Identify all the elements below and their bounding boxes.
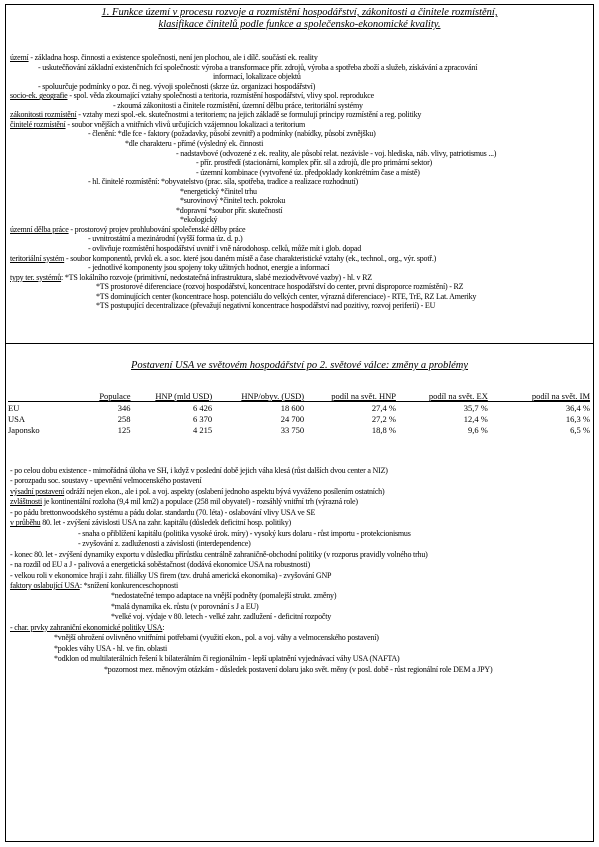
text-line: [78, 539, 251, 549]
text-line: [176, 206, 282, 216]
term-label: výsadní postavení: [10, 486, 65, 496]
text-line: [88, 177, 358, 187]
table-header-cell: podíl na svět. HNP: [331, 390, 396, 401]
text-line: [54, 654, 400, 664]
line-text: *energetický *činitel trhu: [180, 186, 257, 196]
term-label: faktory oslabující USA: [10, 580, 80, 590]
text-line: [78, 529, 411, 539]
line-text: : *snížení konkurenceschopnosti: [79, 580, 179, 590]
text-line: [38, 82, 315, 92]
table-cell: 9,6 %: [468, 424, 488, 435]
line-text: - základna hosp. činnosti a existence společnosti, není jen plochou, ale i dílč. součástí ek. reality: [28, 53, 318, 62]
table-header-cell: podíl na svět. EX: [428, 390, 488, 401]
table-header-cell: Populace: [99, 390, 131, 401]
line-text: - snaha o přiblížení kapitálu (politika vysoké úrok. míry) - vysoký kurs dolaru - růst importu - protekcionismus: [78, 528, 411, 538]
line-text: - zkoumá zákonitosti a činitele rozmístění, územní dělbu práce, teritoriální systémy: [113, 100, 363, 110]
section-title-1: 1. Funkce území v procesu rozvoje a rozmístění hospodářství, zákonitosti a činitele rozmístění,: [101, 7, 498, 18]
term-label: územní dělba práce: [10, 224, 69, 234]
section-title-1-cont: klasifikace činitelů podle funkce a společensko-ekonomické kvality.: [158, 19, 441, 30]
term-label: v průběhu: [10, 518, 41, 528]
table-cell: 6,5 %: [570, 424, 590, 435]
text-line: [10, 550, 428, 560]
table-cell: 35,7 %: [463, 402, 488, 413]
text-line: [113, 101, 363, 111]
text-line: [10, 466, 388, 476]
table-cell: 24 700: [280, 413, 305, 424]
text-line: [10, 225, 245, 235]
text-line: [176, 149, 496, 159]
text-line: [10, 581, 178, 591]
table-cell: 16,3 %: [565, 413, 590, 424]
text-line: [180, 196, 285, 206]
term-label: typy ter. systémů: [10, 272, 62, 282]
line-text: *odklon od multilaterálních řešení k bilaterálním či regionálním - lepší uplatnění vyjednávací váhy USA (NAFTA): [54, 654, 400, 664]
table-cell: 4 215: [193, 424, 213, 435]
text-line: [180, 187, 257, 197]
table-row: [8, 424, 590, 435]
table-row: [8, 402, 590, 414]
line-text: *surovinový *činitel tech. pokroku: [180, 196, 286, 206]
line-text: *pozornost mez. měnovým otázkám - důsledek postavení dolaru jako svět. měny (v posl. době - růst regionální role DEM a JPY): [104, 664, 493, 674]
table-cell: 18 600: [280, 402, 305, 413]
text-line: [54, 633, 379, 643]
text-line: [10, 487, 384, 497]
line-text: - vztahy mezi spol.-ek. skutečnostmi a teritoriem; na jejich základě se formulují principy rozmístění a reg. politiky: [76, 110, 422, 120]
line-text: odráží nejen ekon., ale i pol. a voj. aspekty (oslabení jednoho aspektu bývá vyváženo posílením ostatních): [64, 486, 385, 496]
table-cell: 33 750: [280, 424, 305, 435]
line-text: - uvnitrostátní a mezinárodní (vyšší forma úz. d. p.): [88, 234, 243, 244]
line-text: - územní kombinace (vytvořené úz. předpoklady konkrétním čase a místě): [196, 167, 420, 177]
text-line: [10, 497, 358, 507]
table-cell: 6 370: [193, 413, 213, 424]
line-text: - velkou roli v ekonomice hrají i zahr. filiálky US firem (tzv. druhá americká ekonomika) - zvyšování GNP: [10, 570, 332, 580]
line-text: - po celou dobu existence - mimořádná úloha ve SH, i když v poslední době jejich váha klesá (růst dalších dvou center a NIZ): [10, 466, 388, 475]
text-line: [10, 254, 436, 264]
text-line: [10, 110, 421, 120]
term-label: území: [10, 53, 29, 62]
table-cell: 6 426: [193, 402, 213, 413]
term-label: zákonitosti rozmístění: [10, 110, 77, 120]
line-text: - po pádu brettonwoodského systému a pádu dolar. standardu (70. léta) - oslabování vlivy USA ve SE: [10, 507, 316, 517]
line-text: - spoluurčuje podmínky o poz. či neg. vývoji společnosti (skrze úz. organizaci hospodářství): [38, 81, 316, 91]
table-header-cell: HNP/obyv. (USD): [241, 390, 305, 401]
table-header-cell: [8, 390, 69, 402]
text-line: [10, 560, 310, 570]
text-line: [10, 273, 372, 283]
line-text: informací, lokalizace objektů: [213, 72, 301, 82]
text-line: [196, 158, 432, 168]
term-label: socio-ek. geografie: [10, 91, 68, 101]
line-text: - soubor komponentů, prvků ek. a soc. které jsou daném místě a čase charakteristické vztahy (ek., technol., org., výr. spotř.): [64, 253, 437, 263]
line-text: *vnější ohrožení ovlivněno vnitřními potřebami (využití ekon., pol. a voj. váhy a velmocenského postavení): [54, 633, 379, 643]
text-line: [125, 139, 263, 149]
text-line: [10, 53, 318, 63]
line-text: *TS postupující decentralizace (převažují negativní koncentrace hospodářství nad pozitivy, rozvoj periferií) - EU: [96, 301, 436, 311]
line-text: - soubor vnějších a vnitřních vlivů určujících vzájemnou lokalizaci a teritorium: [65, 119, 306, 129]
text-line: [10, 508, 315, 518]
line-text: - uskutečňování základní existenčních fcí společnosti: výroba a transformace přír. zdrojů, výroba a spotřeba zboží a služeb, získávání a zpracování: [38, 62, 478, 72]
term-label: zvláštnosti: [10, 497, 43, 507]
text-line: [88, 244, 361, 254]
text-line: [96, 282, 463, 292]
text-line: [10, 623, 164, 633]
line-text: - spol. věda zkoumající vztahy společnosti a teritoria, rozmístění hospodářství, vlivy spol. reprodukce: [67, 91, 374, 101]
line-text: - prostorový projev prohlubování společenské dělby práce: [68, 224, 246, 234]
line-text: - přír. prostředí (stacionární, komplex přír. sil a zdrojů, dle pro primární sektor): [196, 158, 433, 168]
text-line: [111, 612, 331, 622]
section-divider: [5, 343, 594, 344]
line-text: *ekologický: [180, 215, 218, 225]
line-text: - ovlivňuje rozmístění hospodářství uvnitř i vně národohosp. celků, může mít i glob. dopad: [88, 244, 362, 253]
text-line: [10, 571, 331, 581]
line-text: *dopravní *soubor přír. skutečností: [176, 205, 283, 215]
line-text: - porozpadu soc. soustavy - upevnění velmocenského postavení: [10, 476, 202, 486]
table-header-cell: podíl na svět. IM: [531, 390, 590, 401]
line-text: *pokles váhy USA - hl. ve fin. oblasti: [54, 643, 168, 653]
table-header-cell: HNP (mld USD): [155, 390, 213, 401]
text-line: [111, 591, 336, 601]
table-cell: 27,4 %: [371, 402, 396, 413]
line-text: : *TS lokálního rozvoje (primitivní, nedostatečná infrastruktura, slabé meziodvětvové vazby) - hl. v RZ: [61, 272, 372, 282]
text-line: [96, 301, 435, 311]
text-line: [38, 63, 477, 73]
text-line: [196, 168, 420, 178]
text-line: [96, 292, 476, 302]
text-line: [104, 665, 492, 675]
table-cell: 258: [117, 413, 131, 424]
table-cell: 346: [117, 402, 131, 413]
line-text: *dle charakteru - přímé (výsledný ek. činnosti: [125, 138, 264, 148]
line-text: - zvyšování z. zadluženosti a závislosti (interdependence): [78, 539, 251, 549]
table-cell: 36,4 %: [565, 402, 590, 413]
line-text: je kontinentální rozloha (9,4 mil km2) a populace (258 mil obyvatel) - rozsáhlý vnitřní trh (výrazná role): [42, 497, 358, 507]
line-text: :: [162, 622, 165, 632]
table-row: [8, 413, 590, 424]
line-text: *TS prostorové diferenciace (rozvoj hospodářství, koncentrace hospodářství do center, první disproporce rozmístění) - RZ: [96, 282, 464, 292]
term-label: - char. prvky zahraniční ekonomické politiky USA: [10, 622, 163, 632]
table-cell: 125: [117, 424, 131, 435]
table-cell: 27,2 %: [371, 413, 396, 424]
text-line: [10, 476, 202, 486]
table-header-row: [8, 390, 590, 402]
table-cell: EU: [8, 402, 20, 413]
text-line: [10, 120, 305, 130]
term-label: činitelé rozmístění: [10, 119, 66, 129]
text-line: [213, 72, 301, 82]
table-cell: 18,8 %: [371, 424, 396, 435]
section-title-2: Postavení USA ve světovém hospodářství po 2. světové válce: změny a problémy: [130, 360, 469, 371]
comparison-table: [8, 390, 590, 435]
line-text: - členění: *dle fce - faktory (požadavky, působí zevnitř) a podmínky (nabídky, působí zvnějšku): [88, 129, 376, 139]
table-cell: Japonsko: [8, 424, 40, 435]
line-text: 80. let - zvýšení závislosti USA na zahr. kapitálu (důsledek deficitní hosp. politiky): [40, 518, 291, 528]
line-text: - na rozdíl od EU a J - palivová a energetická soběstačnost (dodává ekonomice USA na robustnosti): [10, 560, 310, 570]
text-line: [88, 129, 376, 139]
line-text: *nedostatečné tempo adaptace na vnější podněty (pomalejší strukt. změny): [111, 591, 337, 601]
table-cell: 12,4 %: [463, 413, 488, 424]
text-line: [111, 602, 258, 612]
line-text: - jednotlivé komponenty jsou spojeny toky užitných hodnot, energie a informací: [88, 263, 330, 273]
text-line: [54, 644, 167, 654]
text-line: [10, 518, 291, 528]
table-cell: USA: [8, 413, 26, 424]
line-text: *malá dynamika ek. růstu (v porovnání s J a EU): [111, 601, 259, 611]
text-line: [180, 215, 217, 225]
text-line: [88, 263, 329, 273]
term-label: teritoriální systém: [10, 253, 65, 263]
line-text: - hl. činitelé rozmístění: *obyvatelstvo (prac. síla, spotřeba, tradice a realizace rozhodnutí): [88, 177, 358, 187]
line-text: *TS dominujících center (koncentrace hosp. potenciálu do velkých center, výrazná diferenciace) - RTE, TrE, RZ Lat. Ameriky: [96, 291, 477, 301]
text-line: [10, 91, 374, 101]
line-text: - nadstavbové (odvozené z ek. reality, ale působí relat. nezávisle - voj. hlediska, náb. vlivy, patriotismus ...): [176, 148, 497, 158]
line-text: *velké voj. výdaje v 80. letech - velké zahr. zadlužení - deficitní rozpočty: [111, 612, 332, 622]
text-line: [88, 234, 242, 244]
line-text: - konec 80. let - zvýšení dynamiky exportu v důsledku přírůstku centrálně zahraničně-obchodní politiky (v rozporus pravidly volného trhu): [10, 549, 428, 559]
